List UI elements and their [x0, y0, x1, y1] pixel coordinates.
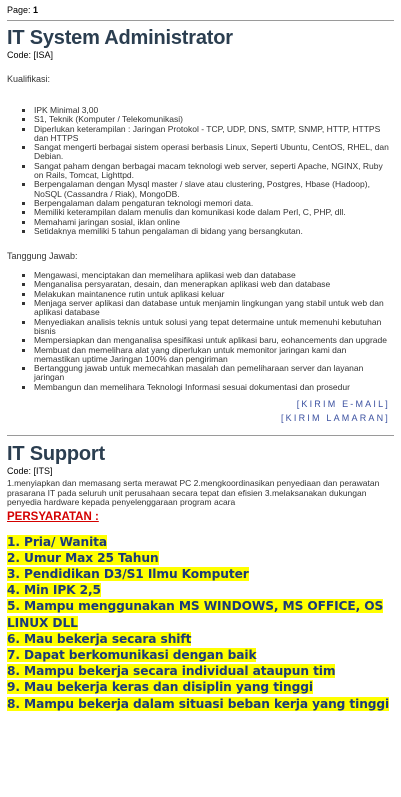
requirements-list [7, 534, 394, 712]
qualification-item: ▪ IPK Minimal 3,00 [34, 106, 394, 115]
responsibilities-label: Tanggung Jawab: [7, 251, 78, 262]
requirement-item-text: 4. Min IPK 2,5 [7, 583, 101, 598]
divider [7, 435, 394, 436]
job-code: Code: [ITS] [7, 466, 53, 477]
apply-link-row [7, 411, 394, 425]
job-section-isa [7, 27, 394, 425]
requirement-item [7, 631, 394, 647]
job-code: Code: [ISA] [7, 50, 54, 60]
send-email-link[interactable]: [KIRIM E-MAIL] [296, 399, 390, 410]
requirement-item-text: 6. Mau bekerja secara shift [7, 631, 192, 646]
requirements-heading: PERSYARATAN : [7, 510, 99, 523]
qualification-item: ▪ Sangat mengerti berbagai sistem operasi berbasis Linux, Seperti Ubuntu, CentOS, RHEL, dan Debian. [34, 143, 394, 162]
responsibility-item: ▪ Membuat dan memelihara alat yang diperlukan untuk memonitor jaringan kami dan memastikan uptime Jaringan 100% dan pengiriman [34, 346, 394, 365]
requirement-item [7, 663, 394, 679]
requirement-item [7, 696, 394, 712]
qualification-item: ▪ Berpengalaman dengan Mysql master / slave atau clustering, Postgres, Hbase (Hadoop), NoSQL (Cassandra / Riak), MongoDB. [34, 180, 394, 199]
pager [7, 0, 394, 17]
qualification-item: ▪ Setidaknya memiliki 5 tahun pengalaman di bidang yang bersangkutan. [34, 227, 394, 236]
requirement-item-text: 7. Dapat berkomunikasi dengan baik [7, 647, 257, 662]
requirement-item [7, 598, 394, 630]
requirement-item-text: 5. Mampu menggunakan MS WINDOWS, MS OFFICE, OS LINUX DLL [7, 599, 384, 630]
qualification-item: ▪ Diperlukan keterampilan : Jaringan Protokol - TCP, UDP, DNS, SMTP, SNMP, HTTP, HTTPS dan HTTPS [34, 125, 394, 144]
qualifications-list [7, 106, 394, 236]
job-description: 1.menyiapkan dan memasang serta merawat PC 2.mengkoordinasikan penyediaan dan perawatan prasarana IT pada seluruh unit perusahaan secara tepat dan efisien 3.melaksanakan dukungan penyedia hardware kepada penyelenggaraan program acara [7, 478, 380, 508]
responsibility-item: ▪ Melakukan maintanence rutin untuk aplikasi keluar [34, 290, 394, 299]
job-title: IT Support [7, 443, 105, 466]
requirement-item [7, 647, 394, 663]
divider [7, 20, 394, 21]
responsibility-item: ▪ Membangun dan memelihara Teknologi Informasi sesuai dokumentasi dan prosedur [34, 383, 394, 392]
job-title: IT System Administrator [7, 27, 233, 49]
qualification-item: ▪ S1, Teknik (Komputer / Telekomunikasi) [34, 115, 394, 124]
responsibility-item: ▪ Mengawasi, menciptakan dan memelihara aplikasi web dan database [34, 271, 394, 280]
pager-number[interactable]: 1 [33, 5, 39, 15]
responsibility-item: ▪ Menganalisa persyaratan, desain, dan menerapkan aplikasi web dan database [34, 280, 394, 289]
qualifications-label: Kualifikasi: [7, 74, 51, 84]
qualification-item: ▪ Sangat paham dengan berbagai macam teknologi web server, seperti Apache, NGINX, Ruby on Rails, Tomcat, Lighttpd. [34, 162, 394, 181]
qualification-item: ▪ Memahami jaringan sosial, iklan online [34, 218, 394, 227]
requirement-item-text: 9. Mau bekerja keras dan disiplin yang tinggi [7, 680, 313, 695]
responsibility-item: ▪ Menyediakan analisis teknis untuk solusi yang tepat determaine untuk memenuhi kebutuhan bisnis [34, 318, 394, 337]
pager-label: Page: [7, 5, 31, 15]
job-section-its [7, 443, 394, 712]
responsibility-item: ▪ Mempersiapkan dan menganalisa spesifikasi untuk aplikasi baru, eohancements dan upgrade [34, 336, 394, 345]
responsibility-item: ▪ Menjaga server aplikasi dan database untuk menjamin lingkungan yang stabil untuk web dan aplikasi database [34, 299, 394, 318]
requirement-item-text: 8. Mampu bekerja dalam situasi beban kerja yang tinggi [7, 696, 390, 711]
qualification-item: ▪ Memiliki keterampilan dalam menulis dan komunikasi kode dalam Perl, C, PHP, dll. [34, 208, 394, 217]
requirement-item [7, 566, 394, 582]
email-link-row [7, 397, 394, 411]
requirement-item-text: 2. Umur Max 25 Tahun [7, 550, 159, 565]
responsibility-item: ▪ Bertanggung jawab untuk memecahkan masalah dan pemeliharaan server dan layanan jaringan [34, 364, 394, 383]
requirement-item [7, 679, 394, 695]
requirement-item [7, 550, 394, 566]
send-application-link[interactable]: [KIRIM LAMARAN] [280, 413, 390, 424]
requirement-item-text: 8. Mampu bekerja secara individual ataupun tim [7, 664, 336, 679]
responsibilities-list [7, 271, 394, 392]
requirement-item [7, 582, 394, 598]
requirement-item-text: 3. Pendidikan D3/S1 Ilmu Komputer [7, 566, 249, 581]
requirement-item-text: 1. Pria/ Wanita [7, 534, 108, 549]
qualification-item: ▪ Berpengalaman dalam pengaturan teknologi memori data. [34, 199, 394, 208]
requirement-item [7, 534, 394, 550]
